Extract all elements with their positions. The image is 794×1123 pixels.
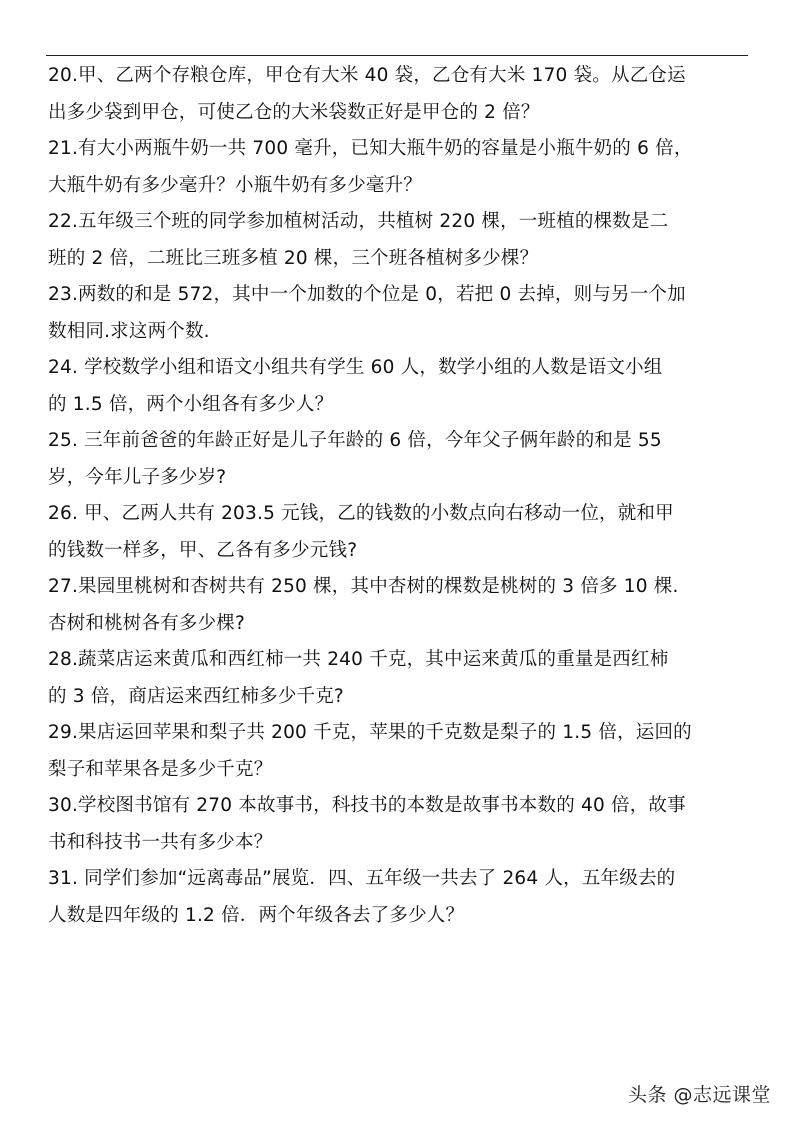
problem-26 (48, 496, 753, 569)
problem-21 (48, 131, 753, 204)
watermark: 头条 @志远课堂 (628, 1084, 772, 1106)
problem-line: 24. 学校数学小组和语文小组共有学生 60 人，数学小组的人数是语文小组 (48, 357, 663, 378)
problem-line: 数相同.求这两个数. (48, 320, 210, 342)
problem-line: 30.学校图书馆有 270 本故事书，科技书的本数是故事书本数的 40 倍，故事 (48, 795, 686, 816)
problem-line: 书和科技书一共有多少本？ (48, 831, 273, 853)
problem-line: 杏树和桃树各有多少棵? (48, 612, 246, 634)
problem-line: 大瓶牛奶有多少毫升？小瓶牛奶有多少毫升？ (48, 174, 423, 196)
problem-line: 班的 2 倍，二班比三班多植 20 棵，三个班各植树多少棵？ (48, 247, 539, 269)
problem-line: 梨子和苹果各是多少千克？ (48, 758, 273, 780)
problem-line: 31. 同学们参加“远离毒品”展览．四、五年级一共去了 264 人，五年级去的 (48, 868, 676, 889)
problem-line: 人数是四年级的 1.2 倍．两个年级各去了多少人？ (48, 904, 465, 926)
header-rule (46, 55, 748, 56)
problem-line: 的钱数一样多，甲、乙各有多少元钱? (48, 539, 358, 561)
problem-line: 的 1.5 倍，两个小组各有多少人？ (48, 393, 334, 415)
problem-22 (48, 204, 753, 277)
problem-29 (48, 715, 753, 788)
problem-line: 23.两数的和是 572，其中一个加数的个位是 0，若把 0 去掉，则与另一个加 (48, 284, 686, 305)
problem-24 (48, 350, 753, 423)
problem-line: 27.果园里桃树和杏树共有 250 棵，其中杏树的棵数是桃树的 3 倍多 10 棵. (48, 576, 679, 597)
problem-28 (48, 642, 753, 715)
problem-30 (48, 788, 753, 861)
problem-line: 29.果店运回苹果和梨子共 200 千克，苹果的千克数是梨子的 1.5 倍，运回的 (48, 722, 692, 743)
problem-list (48, 58, 753, 934)
problem-line: 25. 三年前爸爸的年龄正好是儿子年龄的 6 倍，今年父子俩年龄的和是 55 (48, 430, 662, 451)
problem-line: 20.甲、乙两个存粮仓库，甲仓有大米 40 袋，乙仓有大米 170 袋。从乙仓运 (48, 65, 686, 86)
problem-25 (48, 423, 753, 496)
problem-line: 的 3 倍，商店运来西红柿多少千克? (48, 685, 344, 707)
problem-line: 28.蔬菜店运来黄瓜和西红柿一共 240 千克，其中运来黄瓜的重量是西红柿 (48, 649, 669, 670)
problem-line: 26. 甲、乙两人共有 203.5 元钱，乙的钱数的小数点向右移动一位，就和甲 (48, 503, 674, 524)
problem-line: 出多少袋到甲仓，可使乙仓的大米袋数正好是甲仓的 2 倍？ (48, 101, 540, 123)
problem-23 (48, 277, 753, 350)
problem-31 (48, 861, 753, 934)
problem-line: 22.五年级三个班的同学参加植树活动，共植树 220 棵，一班植的棵数是二 (48, 211, 669, 232)
problem-20 (48, 58, 753, 131)
problem-line: 岁，今年儿子多少岁? (48, 466, 227, 488)
problem-27 (48, 569, 753, 642)
problem-line: 21.有大小两瓶牛奶一共 700 毫升，已知大瓶牛奶的容量是小瓶牛奶的 6 倍， (48, 138, 693, 159)
